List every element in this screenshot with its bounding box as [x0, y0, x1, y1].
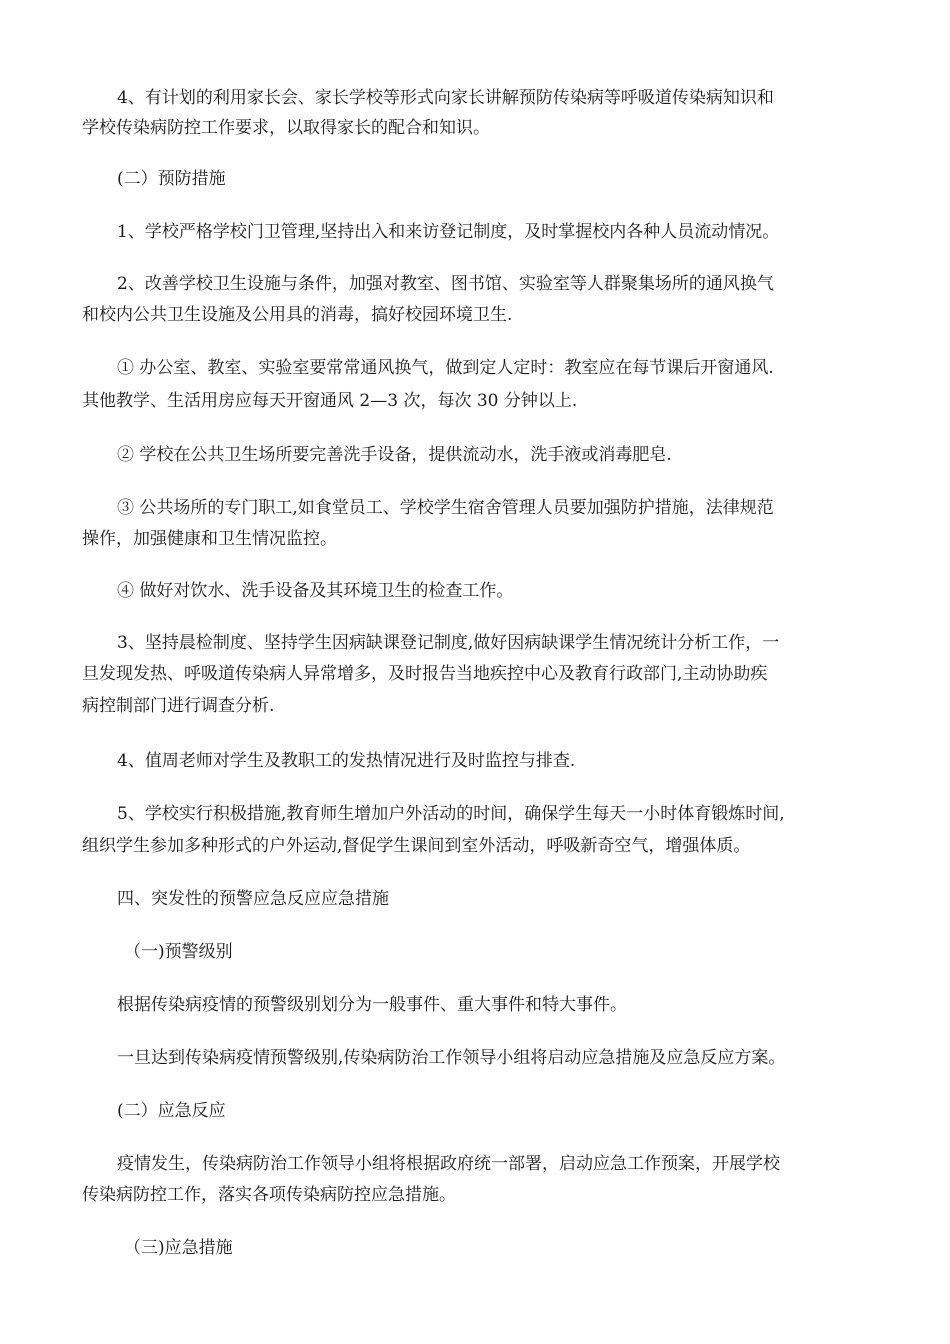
paragraph-line: 疫情发生，传染病防治工作领导小组将根据政府统一部署，启动应急工作预案，开展学校	[117, 1154, 780, 1174]
paragraph-line: 5、学校实行积极措施,教育师生增加户外活动的时间，确保学生每天一小时体育锻炼时间,	[117, 804, 785, 824]
paragraph-line: 传染病防控工作，落实各项传染病防控应急措施。	[82, 1185, 456, 1205]
paragraph-line: 根据传染病疫情的预警级别划分为一般事件、重大事件和特大事件。	[117, 995, 627, 1015]
paragraph-line: 病控制部门进行调查分析.	[82, 696, 275, 716]
paragraph-line: 4、值周老师对学生及教职工的发热情况进行及时监控与排查.	[117, 751, 576, 771]
section-heading: 四、突发性的预警应急反应应急措施	[117, 889, 389, 909]
paragraph-line: 和校内公共卫生设施及公用具的消毒，搞好校园环境卫生.	[82, 305, 513, 325]
paragraph-line: 一旦达到传染病疫情预警级别,传染病防治工作领导小组将启动应急措施及应急反应方案。	[117, 1048, 786, 1068]
paragraph-line: ③ 公共场所的专门职工,如食堂员工、学校学生宿舍管理人员要加强防护措施，法律规范	[117, 498, 774, 518]
subsection-heading: (二）应急反应	[117, 1101, 226, 1121]
section-heading: (二）预防措施	[117, 169, 226, 189]
subsection-heading: （一)预警级别	[124, 942, 233, 962]
paragraph-line: 旦发现发热、呼吸道传染病人异常增多，及时报告当地疾控中心及教育行政部门,主动协助疾	[82, 664, 768, 684]
paragraph-line: ② 学校在公共卫生场所要完善洗手设备，提供流动水，洗手液或消毒肥皂.	[117, 445, 672, 465]
paragraph-line: 其他教学、生活用房应每天开窗通风 2—3 次，每次 30 分钟以上.	[82, 391, 578, 411]
paragraph-line: 组织学生参加多种形式的户外运动,督促学生课间到室外活动，呼吸新奇空气，增强体质。	[82, 836, 751, 856]
paragraph-line: ① 办公室、教室、实验室要常常通风换气，做到定人定时：教室应在每节课后开窗通风.	[117, 358, 774, 378]
paragraph-line: 4、有计划的利用家长会、家长学校等形式向家长讲解预防传染病等呼吸道传染病知识和	[117, 88, 774, 108]
paragraph-line: 1、学校严格学校门卫管理,坚持出入和来访登记制度，及时掌握校内各种人员流动情况。	[117, 222, 780, 242]
paragraph-line: ④ 做好对饮水、洗手设备及其环境卫生的检查工作。	[117, 581, 514, 601]
subsection-heading: （三)应急措施	[124, 1238, 233, 1258]
paragraph-line: 学校传染病防控工作要求，以取得家长的配合和知识。	[82, 118, 490, 138]
paragraph-line: 3、坚持晨检制度、坚持学生因病缺课登记制度,做好因病缺课学生情况统计分析工作，一	[117, 633, 780, 653]
paragraph-line: 2、改善学校卫生设施与条件，加强对教室、图书馆、实验室等人群聚集场所的通风换气	[117, 274, 774, 294]
paragraph-line: 操作，加强健康和卫生情况监控。	[82, 529, 337, 549]
